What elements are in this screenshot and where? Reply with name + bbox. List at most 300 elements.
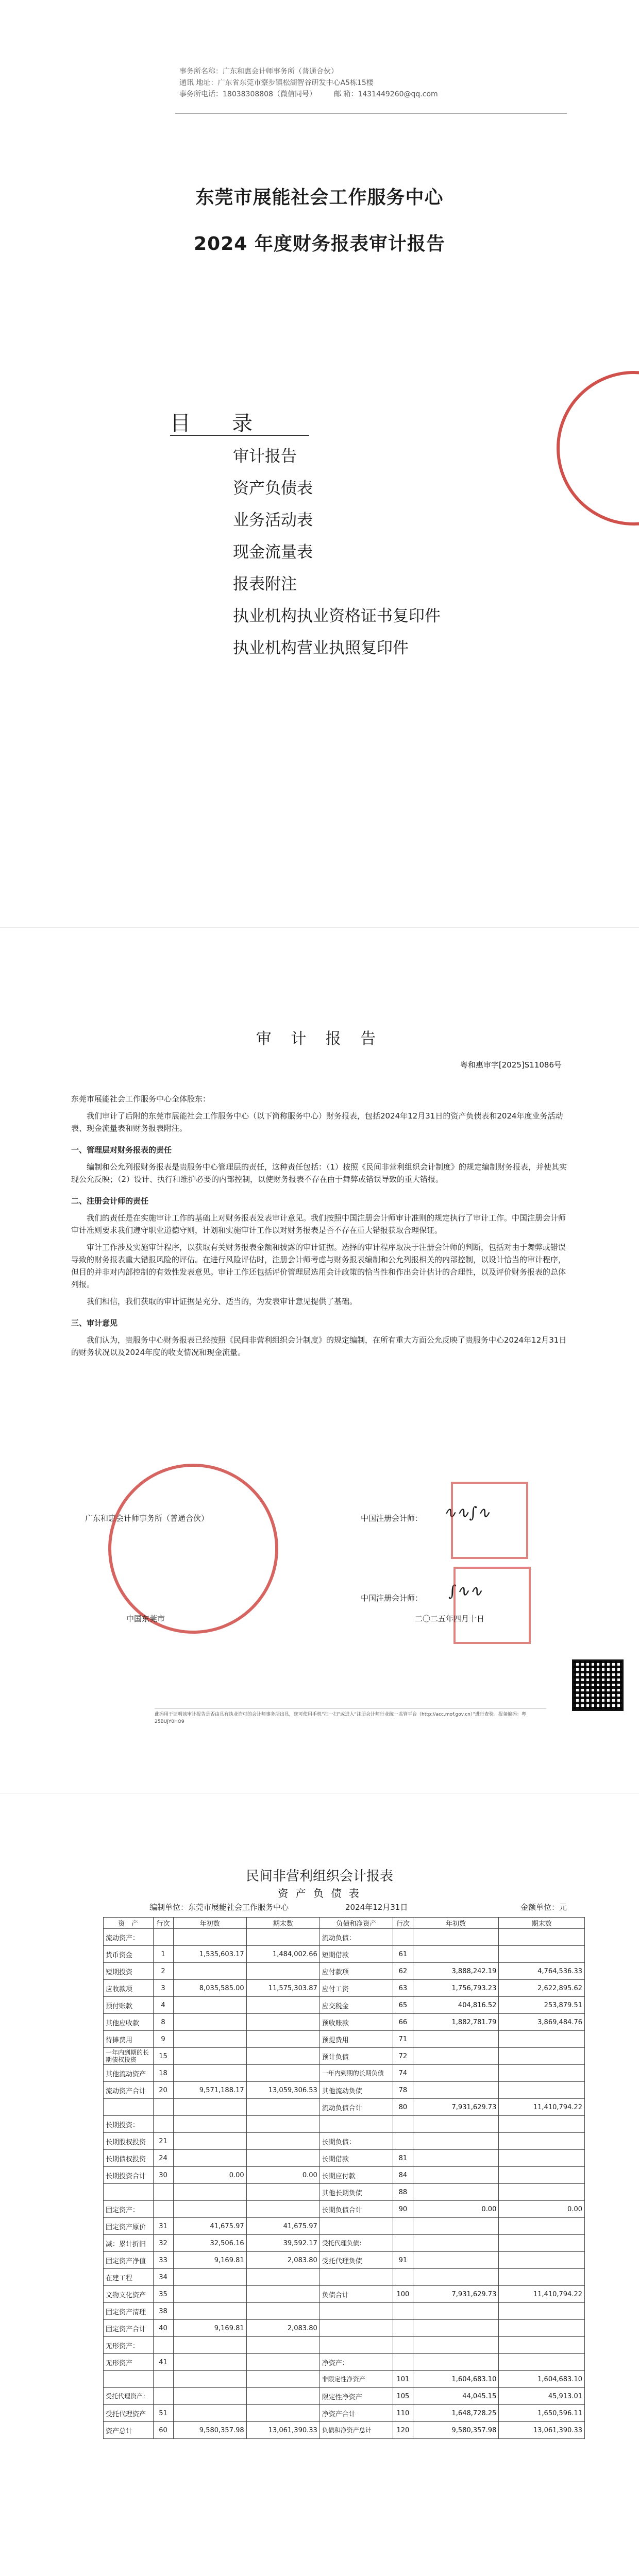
table-row	[104, 2014, 585, 2031]
table-cell	[246, 2388, 320, 2405]
table-cell	[153, 2371, 173, 2388]
table-cell: 0.00	[173, 2167, 246, 2184]
cpa-stamp-1	[451, 1482, 528, 1559]
table-cell	[153, 2201, 173, 2218]
table-cell: 35	[153, 2286, 173, 2303]
table-row	[104, 2252, 585, 2269]
cpa-label-1: 中国注册会计师：	[361, 1514, 423, 1523]
table-cell	[173, 2133, 246, 2150]
table-row	[104, 2320, 585, 2337]
table-row	[104, 2082, 585, 2099]
table-cell	[393, 1929, 413, 1946]
table-cell	[173, 2184, 246, 2201]
table-cell	[499, 2116, 585, 2133]
table-cell: 1,604,683.10	[413, 2371, 499, 2388]
audit-para-cpa: 我们的责任是在实施审计工作的基础上对财务报表发表审计意见。我们按照中国注册会计师审计准则的规定执行了审计工作。中国注册会计师审计准则要求我们遵守职业道德守则，计划和实施审计工作以对财务报表是否不存在重大错报获取合理保证。	[71, 1213, 566, 1235]
table-cell	[153, 2099, 173, 2116]
table-cell	[393, 2269, 413, 2286]
table-cell: 长期投资合计	[104, 2167, 154, 2184]
table-cell	[246, 2405, 320, 2422]
report-date: 二〇二五年四月十日	[415, 1614, 485, 1623]
table-cell: 减：累计折旧	[104, 2235, 154, 2252]
table-row	[104, 2099, 585, 2116]
table-cell: 51	[153, 2405, 173, 2422]
table-cell: 110	[393, 2405, 413, 2422]
toc-item[interactable]: 执业机构执业资格证书复印件	[233, 607, 441, 625]
table-cell: 4	[153, 1997, 173, 2014]
table-cell	[413, 2303, 499, 2320]
table-cell: 0.00	[246, 2167, 320, 2184]
cpa-stamp-2	[453, 1567, 531, 1644]
table-cell	[173, 1929, 246, 1946]
table-row	[104, 2269, 585, 2286]
table-row	[104, 2167, 585, 2184]
table-cell	[499, 2184, 585, 2201]
table-cell: 负债和净资产总计	[320, 2422, 393, 2439]
table-cell	[499, 2167, 585, 2184]
table-cell: 13,059,306.53	[246, 2082, 320, 2099]
table-cell	[173, 1997, 246, 2014]
firm-header	[179, 66, 550, 100]
table-cell	[246, 2303, 320, 2320]
column-header: 期末数	[499, 1918, 585, 1929]
audit-report-page	[0, 927, 639, 1783]
table-cell: 63	[393, 1980, 413, 1997]
table-cell: 流动资产合计	[104, 2082, 154, 2099]
audit-para-opinion: 我们认为，贵服务中心财务报表已经按照《民间非营利组织会计制度》的规定编制，在所有重大方面公允反映了贵服务中心2024年12月31日的财务状况以及2024年度的收支情况和现金流量。	[71, 1335, 567, 1357]
toc-heading-char-1: 目	[170, 412, 191, 435]
table-cell	[393, 2303, 413, 2320]
table-cell	[246, 1997, 320, 2014]
table-cell	[499, 2252, 585, 2269]
table-cell	[413, 2031, 499, 2048]
table-row	[104, 2048, 585, 2065]
table-cell	[499, 2337, 585, 2354]
table-cell	[499, 2031, 585, 2048]
table-cell	[153, 2388, 173, 2405]
table-cell	[413, 2354, 499, 2371]
table-row	[104, 2116, 585, 2133]
table-cell	[413, 2235, 499, 2252]
balance-sheet-table	[103, 1917, 585, 2439]
table-cell	[413, 2082, 499, 2099]
table-cell: 88	[393, 2184, 413, 2201]
table-cell	[173, 2099, 246, 2116]
cpa-signature-2: ∫∿∿	[448, 1582, 482, 1600]
table-cell	[499, 2048, 585, 2065]
page-gap	[0, 917, 639, 927]
table-cell: 72	[393, 2048, 413, 2065]
table-row	[104, 1963, 585, 1980]
firm-address-label: 通讯 地址：	[179, 79, 218, 87]
table-cell: 100	[393, 2286, 413, 2303]
table-cell: 4,764,536.33	[499, 1963, 585, 1980]
table-cell: 其他应收款	[104, 2014, 154, 2031]
table-row	[104, 2286, 585, 2303]
table-cell	[499, 2235, 585, 2252]
table-cell	[413, 2116, 499, 2133]
firm-signature: 广东和惠会计师事务所（普通合伙）	[85, 1514, 209, 1523]
table-cell: 1,535,603.17	[173, 1946, 246, 1963]
cpa-label-2: 中国注册会计师：	[361, 1594, 423, 1603]
table-cell	[320, 2218, 393, 2235]
table-cell	[246, 2269, 320, 2286]
table-cell	[246, 2048, 320, 2065]
table-cell	[104, 2184, 154, 2201]
table-header-row	[104, 1918, 585, 1929]
table-cell: 120	[393, 2422, 413, 2439]
table-cell	[153, 2337, 173, 2354]
section-cpa-heading: 二、注册会计师的责任	[71, 1196, 149, 1206]
column-header: 行次	[393, 1918, 413, 1929]
table-row	[104, 2422, 585, 2439]
table-cell: 固定资产合计	[104, 2320, 154, 2337]
table-cell: 11,575,303.87	[246, 1980, 320, 1997]
table-cell: 1,882,781.79	[413, 2014, 499, 2031]
table-cell	[173, 2337, 246, 2354]
page-gap	[0, 1783, 639, 1793]
table-cell: 固定资产清理	[104, 2303, 154, 2320]
table-cell: 1,604,683.10	[499, 2371, 585, 2388]
table-cell	[413, 2269, 499, 2286]
table-cell: 41,675.97	[246, 2218, 320, 2235]
column-header: 期末数	[246, 1918, 320, 1929]
table-cell: 80	[393, 2099, 413, 2116]
table-cell	[393, 2354, 413, 2371]
table-cell	[246, 2133, 320, 2150]
table-cell: 在建工程	[104, 2269, 154, 2286]
table-cell	[153, 2184, 173, 2201]
table-cell: 38	[153, 2303, 173, 2320]
table-cell: 81	[393, 2150, 413, 2167]
addressee: 东莞市展能社会工作服务中心全体股东：	[71, 1094, 211, 1104]
firm-phone: 18038308808（微信同号）	[223, 90, 316, 98]
table-cell	[173, 2065, 246, 2082]
table-cell: 9,571,188.17	[173, 2082, 246, 2099]
table-row	[104, 2031, 585, 2048]
toc-item[interactable]: 执业机构营业执照复印件	[233, 639, 409, 657]
table-cell: 105	[393, 2388, 413, 2405]
table-cell: 34	[153, 2269, 173, 2286]
header-divider	[175, 113, 567, 114]
table-row	[104, 2371, 585, 2388]
table-cell: 13,061,390.33	[246, 2422, 320, 2439]
table-cell: 一年内到期的长期债权投资	[104, 2048, 154, 2065]
table-cell: 3,869,484.76	[499, 2014, 585, 2031]
balance-sheet-page	[0, 1793, 639, 2576]
table-cell	[499, 2133, 585, 2150]
table-cell: 1	[153, 1946, 173, 1963]
table-cell	[153, 2116, 173, 2133]
table-cell	[246, 2337, 320, 2354]
table-cell: 预提费用	[320, 2031, 393, 2048]
table-cell	[173, 2150, 246, 2167]
toc-item[interactable]: 报表附注	[233, 575, 297, 594]
table-cell	[320, 2337, 393, 2354]
table-cell: 41,675.97	[173, 2218, 246, 2235]
table-row	[104, 1997, 585, 2014]
table-cell: 1,650,596.11	[499, 2405, 585, 2422]
firm-email: 1431449260@qq.com	[358, 90, 438, 98]
balance-sheet-subtitle: 资 产 负 债 表	[278, 1887, 361, 1900]
table-cell: 其他长期负债	[320, 2184, 393, 2201]
table-cell: 限定性净资产	[320, 2388, 393, 2405]
toc-heading-char-2: 录	[232, 412, 253, 435]
table-cell: 8	[153, 2014, 173, 2031]
table-cell	[246, 1929, 320, 1946]
toc-item[interactable]: 业务活动表	[233, 511, 313, 530]
table-cell: 8,035,585.00	[173, 1980, 246, 1997]
table-cell	[320, 2303, 393, 2320]
table-cell: 44,045.15	[413, 2388, 499, 2405]
table-cell	[499, 1946, 585, 1963]
table-cell	[246, 2371, 320, 2388]
table-cell	[173, 2354, 246, 2371]
table-cell: 货币资金	[104, 1946, 154, 1963]
table-cell	[246, 2014, 320, 2031]
cpa-signature-1: ∿∿∫∿	[443, 1504, 491, 1522]
table-cell: 45,913.01	[499, 2388, 585, 2405]
table-cell	[173, 2405, 246, 2422]
table-cell	[393, 2235, 413, 2252]
table-cell: 短期投资	[104, 1963, 154, 1980]
table-cell: 61	[393, 1946, 413, 1963]
table-cell: 9,580,357.98	[413, 2422, 499, 2439]
table-cell: 其他流动资产	[104, 2065, 154, 2082]
table-cell: 预计负债	[320, 2048, 393, 2065]
table-cell	[413, 2065, 499, 2082]
table-cell	[413, 2320, 499, 2337]
table-cell: 短期借款	[320, 1946, 393, 1963]
table-cell	[393, 2133, 413, 2150]
table-cell	[393, 2337, 413, 2354]
table-cell: 一年内到期的长期负债	[320, 2065, 393, 2082]
table-cell: 21	[153, 2133, 173, 2150]
table-cell	[499, 2320, 585, 2337]
table-cell	[173, 2031, 246, 2048]
table-cell: 7,931,629.73	[413, 2099, 499, 2116]
table-cell	[246, 2031, 320, 2048]
table-cell: 9,580,357.98	[173, 2422, 246, 2439]
reporting-entity: 编制单位：东莞市展能社会工作服务中心	[149, 1903, 289, 1912]
table-cell	[413, 1929, 499, 1946]
table-cell: 固定资产净值	[104, 2252, 154, 2269]
table-cell: 负债合计	[320, 2286, 393, 2303]
table-cell	[173, 2201, 246, 2218]
table-cell: 长期投资：	[104, 2116, 154, 2133]
table-cell	[413, 2218, 499, 2235]
table-cell	[413, 2167, 499, 2184]
table-cell: 18	[153, 2065, 173, 2082]
table-cell: 流动负债合计	[320, 2099, 393, 2116]
table-cell: 90	[393, 2201, 413, 2218]
table-cell	[246, 2286, 320, 2303]
table-cell	[393, 2116, 413, 2133]
table-cell: 长期股权投资	[104, 2133, 154, 2150]
table-cell: 1,648,728.25	[413, 2405, 499, 2422]
table-cell	[246, 2354, 320, 2371]
table-cell: 文物文化资产	[104, 2286, 154, 2303]
table-row	[104, 1929, 585, 1946]
column-header: 行次	[153, 1918, 173, 1929]
table-cell: 65	[393, 1997, 413, 2014]
table-cell: 253,879.51	[499, 1997, 585, 2014]
table-cell	[413, 2337, 499, 2354]
table-cell	[173, 2286, 246, 2303]
table-cell: 长期借款	[320, 2150, 393, 2167]
cover-page	[0, 0, 639, 917]
table-cell: 71	[393, 2031, 413, 2048]
table-cell: 应交税金	[320, 1997, 393, 2014]
table-cell: 其他流动负债	[320, 2082, 393, 2099]
section-opinion-heading: 三、审计意见	[71, 1318, 118, 1328]
table-cell	[173, 2388, 246, 2405]
table-cell	[173, 2303, 246, 2320]
table-cell: 7,931,629.73	[413, 2286, 499, 2303]
toc-item[interactable]: 资产负债表	[233, 479, 313, 498]
table-cell: 0.00	[413, 2201, 499, 2218]
toc-heading	[170, 407, 253, 436]
firm-phone-label: 事务所电话：	[179, 90, 223, 98]
table-cell: 60	[153, 2422, 173, 2439]
audit-title: 审 计 报 告	[256, 1030, 383, 1048]
table-cell: 资产总计	[104, 2422, 154, 2439]
table-cell: 62	[393, 1963, 413, 1980]
toc-item[interactable]: 审计报告	[233, 447, 297, 466]
table-cell	[499, 2354, 585, 2371]
table-cell: 2,622,895.62	[499, 1980, 585, 1997]
balance-sheet-title: 民间非营利组织会计报表	[245, 1869, 393, 1884]
table-cell: 应收款项	[104, 1980, 154, 1997]
table-cell: 受托代理负债：	[320, 2235, 393, 2252]
table-cell	[499, 2065, 585, 2082]
audit-para-evidence: 我们相信，我们获取的审计证据是充分、适当的，为发表审计意见提供了基础。	[87, 1297, 358, 1306]
table-row	[104, 2201, 585, 2218]
table-cell: 长期债权投资	[104, 2150, 154, 2167]
table-cell	[173, 1963, 246, 1980]
table-cell: 32,506.16	[173, 2235, 246, 2252]
table-cell: 78	[393, 2082, 413, 2099]
table-cell: 净资产合计	[320, 2405, 393, 2422]
table-cell	[320, 2320, 393, 2337]
table-cell: 41	[153, 2354, 173, 2371]
firm-round-seal	[108, 1464, 278, 1634]
table-cell	[413, 2133, 499, 2150]
table-cell: 1,484,002.66	[246, 1946, 320, 1963]
table-row	[104, 2303, 585, 2320]
table-cell: 66	[393, 2014, 413, 2031]
table-cell: 受托代理资产	[104, 2405, 154, 2422]
audit-para-intro: 我们审计了后附的东莞市展能社会工作服务中心（以下简称服务中心）财务报表，包括2024年12月31日的资产负债表和2024年度业务活动表、现金流量表和财务报表附注。	[71, 1111, 563, 1133]
table-cell: 固定资产：	[104, 2201, 154, 2218]
column-header: 资 产	[104, 1918, 154, 1929]
table-cell	[499, 2218, 585, 2235]
table-cell	[499, 2082, 585, 2099]
table-cell: 2	[153, 1963, 173, 1980]
table-cell: 33	[153, 2252, 173, 2269]
table-cell: 9	[153, 2031, 173, 2048]
table-row	[104, 2337, 585, 2354]
table-cell	[153, 1929, 173, 1946]
table-cell	[393, 2320, 413, 2337]
table-cell	[499, 2150, 585, 2167]
table-cell: 404,816.52	[413, 1997, 499, 2014]
table-cell: 24	[153, 2150, 173, 2167]
currency-unit: 金额单位：元	[520, 1903, 567, 1912]
firm-name: 广东和惠会计师事务所（普通合伙）	[223, 67, 338, 76]
cover-report-title: 2024 年度财务报表审计报告	[194, 233, 445, 255]
table-cell: 待摊费用	[104, 2031, 154, 2048]
table-cell: 101	[393, 2371, 413, 2388]
table-cell: 30	[153, 2167, 173, 2184]
report-city: 中国东莞市	[126, 1614, 165, 1623]
table-cell: 74	[393, 2065, 413, 2082]
table-cell	[173, 2116, 246, 2133]
table-cell: 40	[153, 2320, 173, 2337]
table-row	[104, 2184, 585, 2201]
table-cell: 长期负债：	[320, 2133, 393, 2150]
table-cell	[499, 1929, 585, 1946]
table-cell: 受托代理负债	[320, 2252, 393, 2269]
table-row	[104, 2133, 585, 2150]
table-cell	[499, 2303, 585, 2320]
table-cell: 91	[393, 2252, 413, 2269]
table-cell: 固定资产原价	[104, 2218, 154, 2235]
table-cell: 32	[153, 2235, 173, 2252]
verification-note: 此码用于证明该审计报告是否由具有执业许可的会计师事务所出具，您可使用手机“扫一扫”或进入“注册会计师行业统一监管平台（http://acc.mof.gov.cn）”进行查验。报备编码：粤25BUJY0HO9	[155, 1708, 546, 1725]
table-cell: 39,592.17	[246, 2235, 320, 2252]
table-cell	[246, 2099, 320, 2116]
audit-para-management: 编制和公允列报财务报表是贵服务中心管理层的责任，这种责任包括：（1）按照《民间非营利组织会计制度》的规定编制财务报表，并使其实现公允反映；（2）设计、执行和维护必要的内部控制，以使财务报表不存在由于舞弊或错误导致的重大错报。	[71, 1162, 567, 1184]
reporting-date: 2024年12月31日	[345, 1903, 408, 1912]
table-row	[104, 2405, 585, 2422]
table-cell	[246, 2150, 320, 2167]
audit-para-procedures: 审计工作涉及实施审计程序，以获取有关财务报表金额和披露的审计证据。选择的审计程序取决于注册会计师的判断，包括对由于舞弊或错误导致的财务报表重大错报风险的评估。在进行风险评估时，注册会计师考虑与财务报表编制和公允列报相关的内部控制，以设计恰当的审计程序，但目的并非对内部控制的有效性发表意见。审计工作还包括评价管理层选用会计政策的恰当性和作出会计估计的合理性，以及评价财务报表的总体列报。	[71, 1243, 566, 1289]
column-header: 负债和净资产	[320, 1918, 393, 1929]
table-cell	[246, 2201, 320, 2218]
table-cell: 11,410,794.22	[499, 2099, 585, 2116]
table-cell: 长期应付款	[320, 2167, 393, 2184]
table-row	[104, 2388, 585, 2405]
column-header: 年初数	[413, 1918, 499, 1929]
table-cell	[104, 2371, 154, 2388]
table-cell	[413, 2252, 499, 2269]
firm-address: 广东省东莞市寮步镇松湖智谷研发中心A5栋15楼	[217, 79, 374, 87]
table-row	[104, 2218, 585, 2235]
table-cell: 3	[153, 1980, 173, 1997]
table-cell	[246, 1963, 320, 1980]
column-header: 年初数	[173, 1918, 246, 1929]
table-row	[104, 1946, 585, 1963]
firm-seal-stamp	[557, 371, 639, 526]
verification-qr-code[interactable]	[572, 1659, 624, 1711]
audit-body	[71, 1082, 568, 1363]
table-cell	[173, 2371, 246, 2388]
table-cell: 无形资产	[104, 2354, 154, 2371]
table-cell: 2,083.80	[246, 2252, 320, 2269]
toc-item[interactable]: 现金流量表	[233, 543, 313, 562]
balance-sheet-meta	[149, 1902, 567, 1912]
table-cell	[499, 2269, 585, 2286]
table-cell	[413, 2184, 499, 2201]
table-cell: 31	[153, 2218, 173, 2235]
table-cell	[413, 2150, 499, 2167]
cover-org-name: 东莞市展能社会工作服务中心	[195, 187, 444, 208]
table-cell: 非限定性净资产	[320, 2371, 393, 2388]
table-cell: 流动负债：	[320, 1929, 393, 1946]
table-row	[104, 2065, 585, 2082]
table-cell: 预付账款	[104, 1997, 154, 2014]
